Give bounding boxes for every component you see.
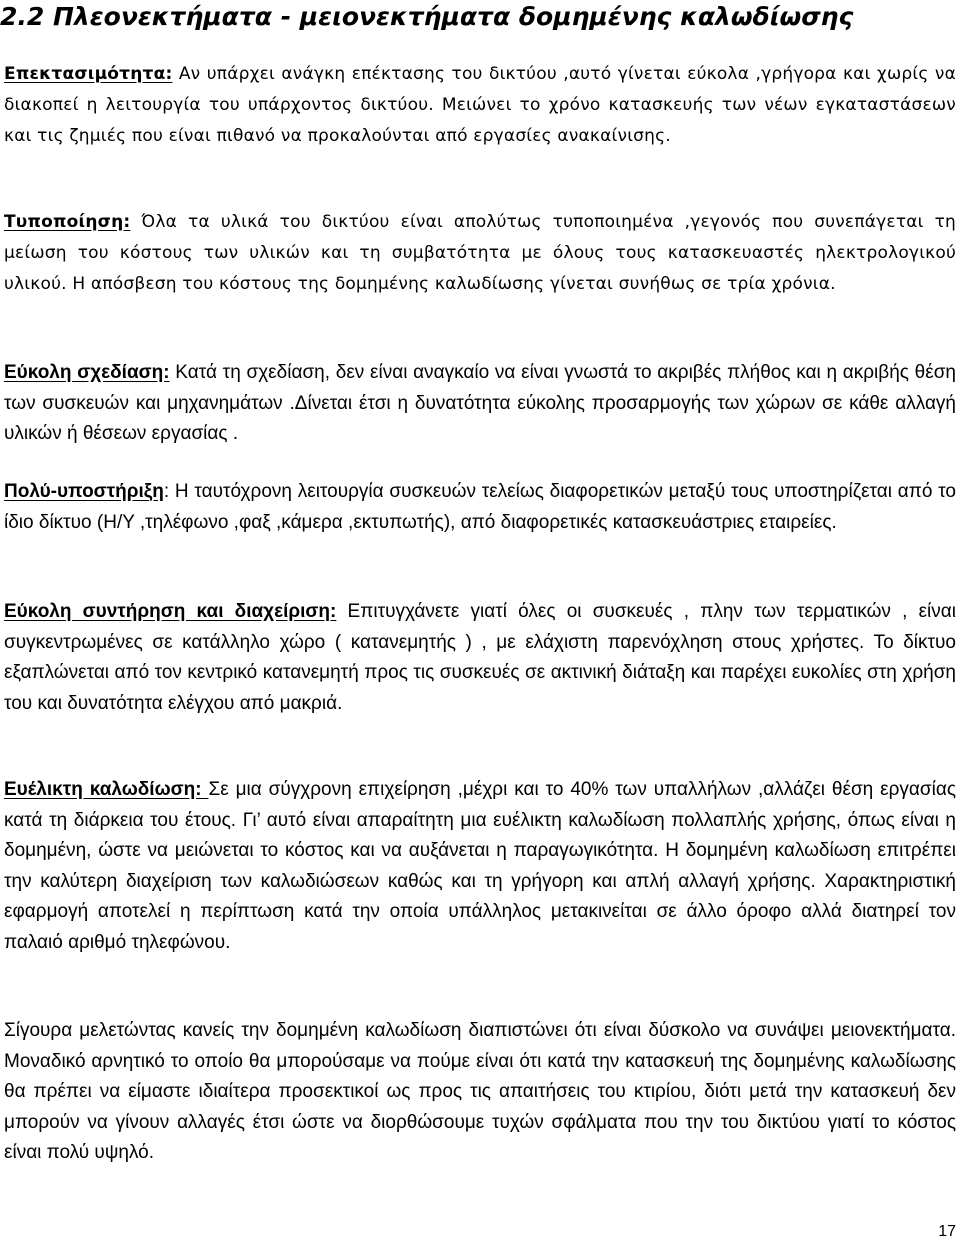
paragraph-text: Σίγουρα μελετώντας κανείς την δομημένη καλωδίωση διαπιστώνει ότι είναι δύσκολο να συνάψει μειονεκτήματα. Μοναδικό αρνητικό το οποίο θα μπορούσαμε να πούμε είναι ότι κατά την κατασκευή της δομημένης καλωδίωσης θα πρέπει να είμαστε ιδιαίτερα προσεκτικοί ως προς τις απαιτήσεις του κτιρίου, διότι μετά την κατασκευή δεν μπορούν να γίνουν αλλαγές έτσι ώστε να διορθώσουμε τυχών σφάλματα που την του δικτύου γιατί το κόστος είναι πολύ υψηλό. (4, 1020, 956, 1163)
paragraph-text: Κατά τη σχεδίαση, δεν είναι αναγκαίο να είναι γνωστά το ακριβές πλήθος και η ακριβής θέση των συσκευών και μηχανημάτων .Δίνεται έτσι η δυνατότητα εύκολης προσαρμογής των χώρων σε κάθε αλλαγή υλικών ή θέσεων εργασίας . (4, 362, 956, 444)
term-flexible-cabling: Ευέλικτη καλωδίωση: (4, 779, 209, 800)
term-standardization: Τυποποίηση: (4, 212, 131, 232)
paragraph-disadvantages (4, 1016, 956, 1169)
paragraph-text: Αν υπάρχει ανάγκη επέκτασης του δικτύου ,αυτό γίνεται εύκολα ,γρήγορα και χωρίς να διακοπεί η λειτουργία του υπάρχοντος δικτύου. Μειώνει το χρόνο κατασκευής των νέων εγκαταστάσεων και τις ζημιές που είναι πιθανό να προκαλούνται από εργασίες ανακαίνισης. (4, 64, 956, 146)
term-multi-support: Πολύ-υποστήριξη (4, 481, 164, 502)
term-expandability: Επεκτασιμότητα: (4, 64, 173, 84)
paragraph-expandability (4, 59, 956, 152)
term-easy-design: Εύκολη σχεδίαση: (4, 362, 170, 383)
page-number: 17 (938, 1223, 956, 1240)
paragraph-text: Σε μια σύγχρονη επιχείρηση ,μέχρι και το 40% των υπαλλήλων ,αλλάζει θέση εργασίας κατά τη διάρκεια του έτους. Γι’ αυτό είναι απαραίτητη μια ευέλικτη καλωδίωση πολλαπλής χρήσης, όπως είναι η δομημένη, ώστε να μειώνεται το κόστος και να αυξάνεται η παραγωγικότητα. Η δομημένη καλωδίωση επιτρέπει την καλύτερη διαχείριση των καλωδιώσεων καθώς και τη γρήγορη και απλή αλλαγή χρήσης. Χαρακτηριστική εφαρμογή αποτελεί η περίπτωση κατά την οποία υπάλληλος μετακινείται σε άλλο όροφο αλλά διατηρεί τον παλαιό αριθμό τηλεφώνου. (4, 779, 957, 953)
paragraph-text: : Η ταυτόχρονη λειτουργία συσκευών τελείως διαφορετικών μεταξύ τους υποστηρίζεται από το ίδιο δίκτυο (Η/Υ ,τηλέφωνο ,φαξ ,κάμερα ,εκτυπωτής), από διαφορετικές κατασκευάστριες εταιρείες. (4, 481, 956, 533)
paragraph-multi-support (4, 477, 956, 538)
term-easy-maintenance: Εύκολη συντήρηση και διαχείριση: (4, 601, 337, 622)
section-title: 2.2 Πλεονεκτήματα - μειονεκτήματα δομημένης καλωδίωσης (0, 2, 854, 31)
paragraph-easy-design (4, 358, 956, 450)
paragraph-text: Επιτυγχάνετε γιατί όλες οι συσκευές , πλην των τερματικών , είναι συγκεντρωμένες σε κατάλληλο χώρο ( κατανεμητής ) , με ελάχιστη παρενόχληση στους χρήστες. Το δίκτυο εξαπλώνεται από τον κεντρικό κατανεμητή προς τις συσκευές σε ακτινική διάταξη και παρέχει ευκολίες στη χρήση του και δυνατότητα ελέγχου από μακριά. (4, 601, 956, 714)
paragraph-flexible-cabling (4, 775, 956, 958)
paragraph-easy-maintenance (4, 597, 956, 719)
paragraph-standardization (4, 207, 956, 300)
paragraph-text: Όλα τα υλικά του δικτύου είναι απολύτως τυποποιημένα ,γεγονός που συνεπάγεται τη μείωση του κόστους των υλικών και τη συμβατότητα με όλους τους κατασκευαστές ηλεκτρολογικού υλικού. Η απόσβεση του κόστους της δομημένης καλωδίωσης γίνεται συνήθως σε τρία χρόνια. (4, 212, 956, 294)
